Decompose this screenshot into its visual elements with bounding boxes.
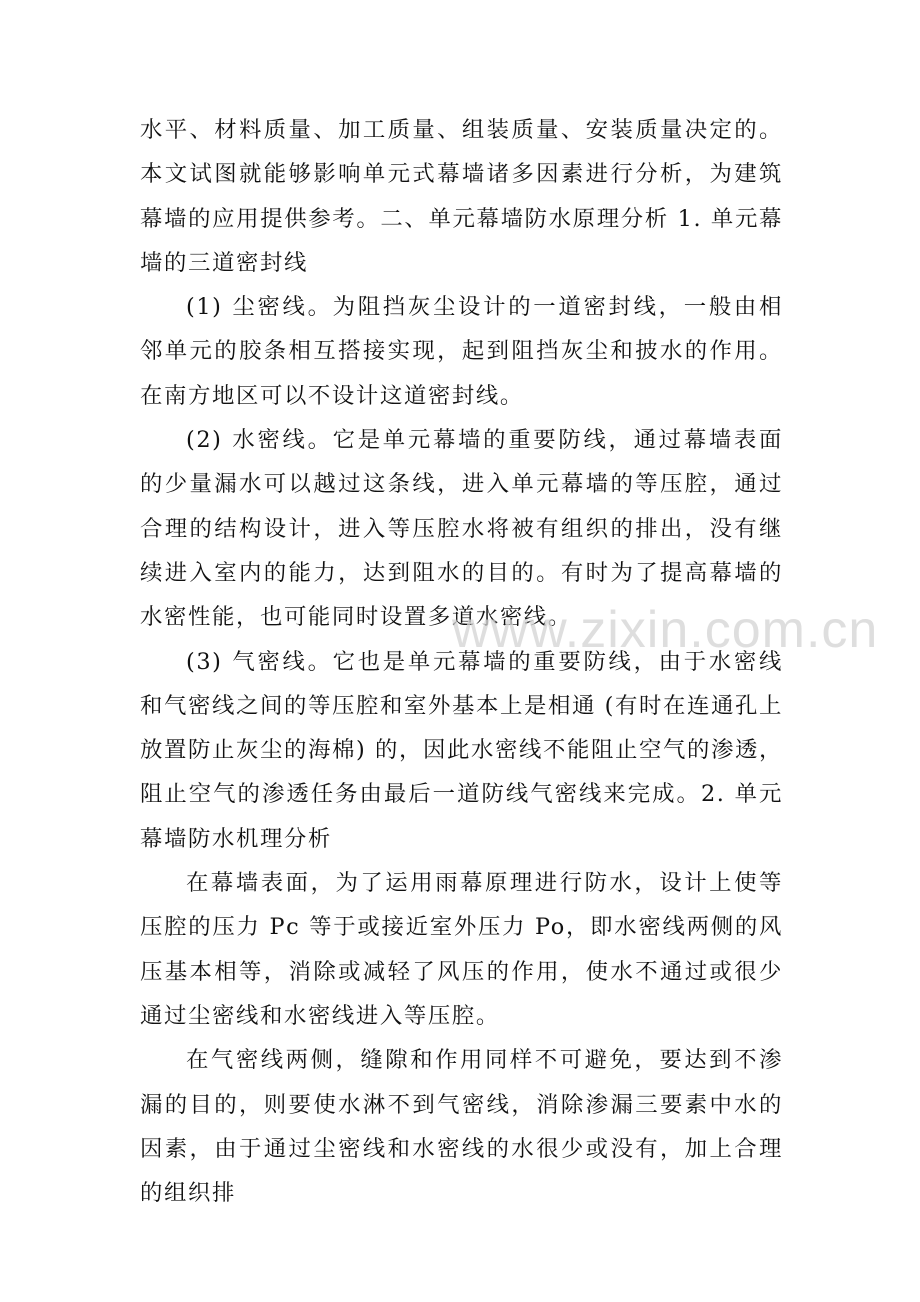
paragraph-water-seal: (2) 水密线。它是单元幕墙的重要防线，通过幕墙表面的少量漏水可以越过这条线，进入单元幕墙的等压腔，通过合理的结构设计，进入等压腔水将被有组织的排出，没有继续进入室内的能力，达到阻水的目的。有时为了提高幕墙的水密性能，也可能同时设置多道水密线。 xyxy=(140,427,783,631)
watermark: www.zixin.com.cn xyxy=(452,601,879,659)
paragraph-intro: 水平、材料质量、加工质量、组装质量、安装质量决定的。本文试图就能够影响单元式幕墙诸多因素进行分析，为建筑幕墙的应用提供参考。二、单元幕墙防水原理分析 1. 单元幕墙的三道密封线 xyxy=(140,117,783,276)
paragraph-dust-seal: (1) 尘密线。为阻挡灰尘设计的一道密封线，一般由相邻单元的胶条相互搭接实现，起到阻挡灰尘和披水的作用。在南方地区可以不设计这道密封线。 xyxy=(140,294,783,409)
paragraph-air-seal: (3) 气密线。它也是单元幕墙的重要防线，由于水密线和气密线之间的等压腔和室外基本上是相通 (有时在连通孔上放置防止灰尘的海棉) 的，因此水密线不能阻止空气的渗透，阻止空气的渗透任务由最后一道防线气密线来完成。2. 单元幕墙防水机理分析 xyxy=(140,648,783,852)
paragraph-air-seal-sides: 在气密线两侧，缝隙和作用同样不可避免，要达到不渗漏的目的，则要使水淋不到气密线，消除渗漏三要素中水的因素，由于通过尘密线和水密线的水很少或没有，加上合理的组织排 xyxy=(140,1047,783,1207)
paragraph-rain-screen: 在幕墙表面，为了运用雨幕原理进行防水，设计上使等压腔的压力 Pc 等于或接近室外压力 Po，即水密线两侧的风压基本相等，消除或减轻了风压的作用，使水不通过或很少通过尘密线和水密线进入等压腔。 xyxy=(140,870,783,1029)
document-body xyxy=(140,108,783,1215)
